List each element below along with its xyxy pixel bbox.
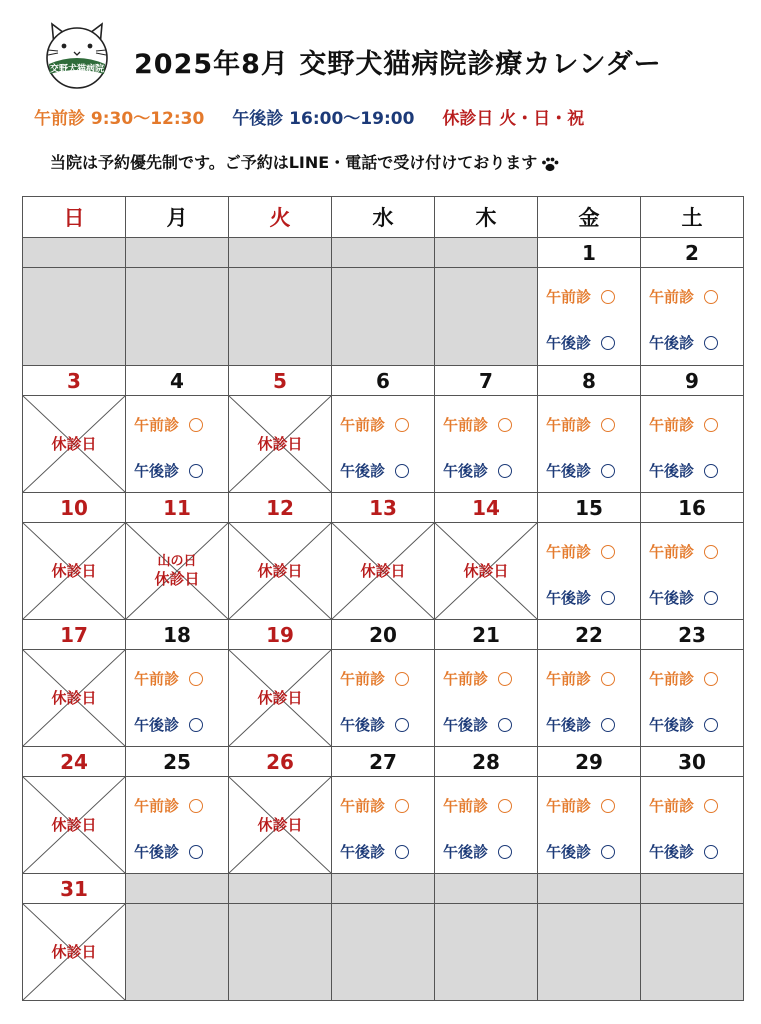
schedule-cell [332, 904, 435, 1001]
schedule-cell [23, 523, 126, 620]
pm-session [443, 714, 512, 735]
header [0, 0, 761, 200]
am-session [134, 795, 203, 816]
open-circle-icon [498, 799, 512, 813]
schedule-cell [23, 904, 126, 1001]
am-session [340, 795, 409, 816]
closed-label [435, 523, 537, 619]
pm-session-label: 午後診 [134, 843, 180, 861]
open-circle-icon [395, 799, 409, 813]
schedule-cell [435, 777, 538, 874]
open-circle-icon [601, 545, 615, 559]
pm-session [649, 332, 718, 353]
schedule-cell [538, 904, 641, 1001]
schedule-cell [332, 650, 435, 747]
date-row [23, 620, 744, 650]
am-session [649, 541, 718, 562]
notice-line [50, 150, 561, 173]
open-circle-icon [395, 464, 409, 478]
date-cell: 28 [435, 747, 538, 777]
am-session-label: 午前診 [340, 416, 386, 434]
date-cell: 16 [641, 493, 744, 523]
am-session-label: 午前診 [546, 416, 592, 434]
pm-session-label: 午後診 [546, 334, 592, 352]
schedule-cell [23, 396, 126, 493]
am-session [443, 668, 512, 689]
date-cell: 27 [332, 747, 435, 777]
schedule-cell [23, 268, 126, 366]
am-session-label: 午前診 [443, 416, 489, 434]
date-cell: 4 [126, 366, 229, 396]
pm-session-label: 午後診 [443, 843, 489, 861]
date-cell: 15 [538, 493, 641, 523]
date-cell: 26 [229, 747, 332, 777]
schedule-cell [332, 396, 435, 493]
open-circle-icon [704, 845, 718, 859]
schedule-cell [538, 523, 641, 620]
pm-session [340, 841, 409, 862]
closed-text: 休診日 [360, 562, 406, 580]
open-circle-icon [704, 336, 718, 350]
am-session [546, 795, 615, 816]
schedule-cell [332, 777, 435, 874]
pm-session [546, 332, 615, 353]
open-circle-icon [498, 672, 512, 686]
schedule-row [23, 650, 744, 747]
date-row [23, 366, 744, 396]
pm-session [340, 460, 409, 481]
am-session [649, 795, 718, 816]
date-cell: 29 [538, 747, 641, 777]
schedule-row [23, 904, 744, 1001]
pm-session [134, 460, 203, 481]
pm-session [546, 460, 615, 481]
am-session [134, 668, 203, 689]
pm-session-label: 午後診 [134, 462, 180, 480]
closed-label [229, 396, 331, 492]
schedule-cell [435, 650, 538, 747]
am-session-label: 午前診 [134, 797, 180, 815]
open-circle-icon [395, 672, 409, 686]
open-circle-icon [601, 845, 615, 859]
pm-session [546, 841, 615, 862]
pm-session-label: 午後診 [340, 716, 386, 734]
pm-session [134, 841, 203, 862]
pm-session [340, 714, 409, 735]
date-cell [435, 238, 538, 268]
am-session [340, 414, 409, 435]
clinic-logo-cat-icon [40, 18, 114, 92]
date-cell [538, 874, 641, 904]
pm-session [546, 587, 615, 608]
pm-session [546, 714, 615, 735]
weekday-sat: 土 [641, 197, 744, 238]
am-session-label: 午前診 [649, 670, 695, 688]
am-session [443, 414, 512, 435]
closed-text: 休診日 [51, 816, 97, 834]
schedule-cell [23, 777, 126, 874]
closed-label [229, 650, 331, 746]
open-circle-icon [395, 845, 409, 859]
schedule-cell [538, 268, 641, 366]
open-circle-icon [498, 718, 512, 732]
pm-session-label: 午後診 [649, 462, 695, 480]
date-cell: 20 [332, 620, 435, 650]
schedule-cell [641, 268, 744, 366]
holiday-name: 山の日 [157, 554, 197, 570]
open-circle-icon [601, 336, 615, 350]
am-session [546, 286, 615, 307]
schedule-cell [641, 777, 744, 874]
open-circle-icon [704, 799, 718, 813]
am-session [649, 286, 718, 307]
date-cell: 8 [538, 366, 641, 396]
date-cell [641, 874, 744, 904]
open-circle-icon [601, 672, 615, 686]
date-cell: 12 [229, 493, 332, 523]
am-session [649, 414, 718, 435]
closed-text: 休診日 [257, 562, 303, 580]
closed-label [229, 777, 331, 873]
schedule-cell [641, 650, 744, 747]
date-cell [332, 238, 435, 268]
schedule-cell [23, 650, 126, 747]
open-circle-icon [498, 464, 512, 478]
pm-session [134, 714, 203, 735]
open-circle-icon [601, 418, 615, 432]
date-cell: 6 [332, 366, 435, 396]
weekday-tue: 火 [229, 197, 332, 238]
open-circle-icon [189, 672, 203, 686]
pm-session-label: 午後診 [340, 843, 386, 861]
page-title: 2025年8月 交野犬猫病院診療カレンダー [134, 49, 662, 80]
am-session [134, 414, 203, 435]
date-cell: 23 [641, 620, 744, 650]
am-session-label: 午前診 [134, 416, 180, 434]
closed-text: 休診日 [51, 562, 97, 580]
date-cell: 18 [126, 620, 229, 650]
schedule-cell [229, 650, 332, 747]
closed-days: 休診日 火・日・祝 [442, 109, 585, 129]
schedule-cell [229, 777, 332, 874]
am-session-label: 午前診 [546, 288, 592, 306]
pm-session-label: 午後診 [134, 716, 180, 734]
schedule-cell [641, 523, 744, 620]
schedule-row [23, 268, 744, 366]
open-circle-icon [704, 591, 718, 605]
date-cell: 1 [538, 238, 641, 268]
schedule-cell [229, 904, 332, 1001]
pm-hours: 午後診 16:00〜19:00 [232, 109, 415, 129]
closed-label [23, 396, 125, 492]
closed-text: 休診日 [463, 562, 509, 580]
date-cell [23, 238, 126, 268]
am-session-label: 午前診 [340, 797, 386, 815]
am-session-label: 午前診 [134, 670, 180, 688]
open-circle-icon [189, 418, 203, 432]
schedule-cell [538, 396, 641, 493]
weekday-mon: 月 [126, 197, 229, 238]
open-circle-icon [189, 799, 203, 813]
date-cell [126, 238, 229, 268]
schedule-cell [126, 904, 229, 1001]
open-circle-icon [704, 718, 718, 732]
paw-icon [539, 155, 561, 173]
open-circle-icon [704, 290, 718, 304]
closed-label [126, 523, 228, 619]
closed-label [332, 523, 434, 619]
pm-session-label: 午後診 [443, 716, 489, 734]
weekday-sun: 日 [23, 197, 126, 238]
date-cell: 24 [23, 747, 126, 777]
schedule-cell [332, 523, 435, 620]
schedule-cell [229, 396, 332, 493]
date-cell: 14 [435, 493, 538, 523]
pm-session-label: 午後診 [443, 462, 489, 480]
pm-session-label: 午後診 [546, 843, 592, 861]
date-cell [435, 874, 538, 904]
date-cell: 25 [126, 747, 229, 777]
pm-session-label: 午後診 [649, 334, 695, 352]
open-circle-icon [704, 418, 718, 432]
date-cell: 17 [23, 620, 126, 650]
am-session [443, 795, 512, 816]
pm-session [443, 841, 512, 862]
date-cell: 13 [332, 493, 435, 523]
schedule-cell [538, 650, 641, 747]
weekday-fri: 金 [538, 197, 641, 238]
date-row [23, 747, 744, 777]
schedule-row [23, 396, 744, 493]
am-session-label: 午前診 [546, 670, 592, 688]
schedule-cell [126, 396, 229, 493]
closed-text: 休診日 [257, 435, 303, 453]
date-cell [126, 874, 229, 904]
closed-text: 休診日 [51, 689, 97, 707]
date-cell: 19 [229, 620, 332, 650]
am-session-label: 午前診 [649, 416, 695, 434]
open-circle-icon [189, 845, 203, 859]
closed-label [229, 523, 331, 619]
closed-text: 休診日 [51, 435, 97, 453]
schedule-row [23, 777, 744, 874]
pm-session [649, 460, 718, 481]
am-hours: 午前診 9:30〜12:30 [34, 109, 205, 129]
open-circle-icon [704, 545, 718, 559]
closed-label [23, 523, 125, 619]
schedule-cell [641, 396, 744, 493]
pm-session-label: 午後診 [546, 716, 592, 734]
date-cell: 2 [641, 238, 744, 268]
am-session-label: 午前診 [546, 543, 592, 561]
schedule-cell [435, 523, 538, 620]
pm-session [649, 714, 718, 735]
open-circle-icon [498, 845, 512, 859]
logo-text: 交野犬猫病院 [49, 64, 105, 75]
pm-session-label: 午後診 [546, 589, 592, 607]
am-session-label: 午前診 [443, 797, 489, 815]
pm-session [649, 587, 718, 608]
am-session [649, 668, 718, 689]
closed-label [23, 650, 125, 746]
date-cell [229, 238, 332, 268]
am-session-label: 午前診 [443, 670, 489, 688]
schedule-cell [538, 777, 641, 874]
schedule-cell [332, 268, 435, 366]
weekday-thu: 木 [435, 197, 538, 238]
pm-session [649, 841, 718, 862]
closed-text: 休診日 [51, 943, 97, 961]
open-circle-icon [601, 799, 615, 813]
open-circle-icon [704, 464, 718, 478]
date-cell [229, 874, 332, 904]
weekday-wed: 水 [332, 197, 435, 238]
closed-label [23, 777, 125, 873]
date-cell: 9 [641, 366, 744, 396]
open-circle-icon [395, 418, 409, 432]
pm-session-label: 午後診 [649, 589, 695, 607]
closed-text: 休診日 [154, 569, 200, 588]
date-row [23, 238, 744, 268]
am-session [340, 668, 409, 689]
closed-text: 休診日 [257, 689, 303, 707]
weekday-header-row [23, 197, 744, 238]
open-circle-icon [498, 418, 512, 432]
pm-session-label: 午後診 [546, 462, 592, 480]
schedule-cell [229, 523, 332, 620]
open-circle-icon [601, 464, 615, 478]
date-cell: 21 [435, 620, 538, 650]
date-row [23, 493, 744, 523]
am-session-label: 午前診 [649, 288, 695, 306]
am-session-label: 午前診 [649, 797, 695, 815]
am-session-label: 午前診 [340, 670, 386, 688]
date-cell: 10 [23, 493, 126, 523]
pm-session-label: 午後診 [649, 716, 695, 734]
schedule-cell [641, 904, 744, 1001]
am-session [546, 668, 615, 689]
date-cell: 7 [435, 366, 538, 396]
date-cell: 30 [641, 747, 744, 777]
hours-line [34, 104, 606, 129]
schedule-cell [126, 777, 229, 874]
schedule-cell [126, 268, 229, 366]
schedule-cell [126, 650, 229, 747]
schedule-cell [435, 396, 538, 493]
closed-text: 休診日 [257, 816, 303, 834]
schedule-cell [126, 523, 229, 620]
open-circle-icon [601, 290, 615, 304]
am-session [546, 414, 615, 435]
open-circle-icon [601, 591, 615, 605]
am-session [546, 541, 615, 562]
am-session-label: 午前診 [649, 543, 695, 561]
date-row [23, 874, 744, 904]
am-session-label: 午前診 [546, 797, 592, 815]
date-cell: 3 [23, 366, 126, 396]
pm-session-label: 午後診 [340, 462, 386, 480]
reservation-notice: 当院は予約優先制です。ご予約はLINE・電話で受け付けております [50, 153, 538, 172]
closed-label [23, 904, 125, 1000]
schedule-cell [229, 268, 332, 366]
open-circle-icon [601, 718, 615, 732]
schedule-cell [435, 268, 538, 366]
date-cell: 5 [229, 366, 332, 396]
schedule-row [23, 523, 744, 620]
open-circle-icon [189, 464, 203, 478]
pm-session-label: 午後診 [649, 843, 695, 861]
date-cell: 11 [126, 493, 229, 523]
schedule-cell [435, 904, 538, 1001]
open-circle-icon [189, 718, 203, 732]
date-cell [332, 874, 435, 904]
open-circle-icon [395, 718, 409, 732]
date-cell: 22 [538, 620, 641, 650]
open-circle-icon [704, 672, 718, 686]
calendar-table [22, 196, 744, 1001]
pm-session [443, 460, 512, 481]
date-cell: 31 [23, 874, 126, 904]
